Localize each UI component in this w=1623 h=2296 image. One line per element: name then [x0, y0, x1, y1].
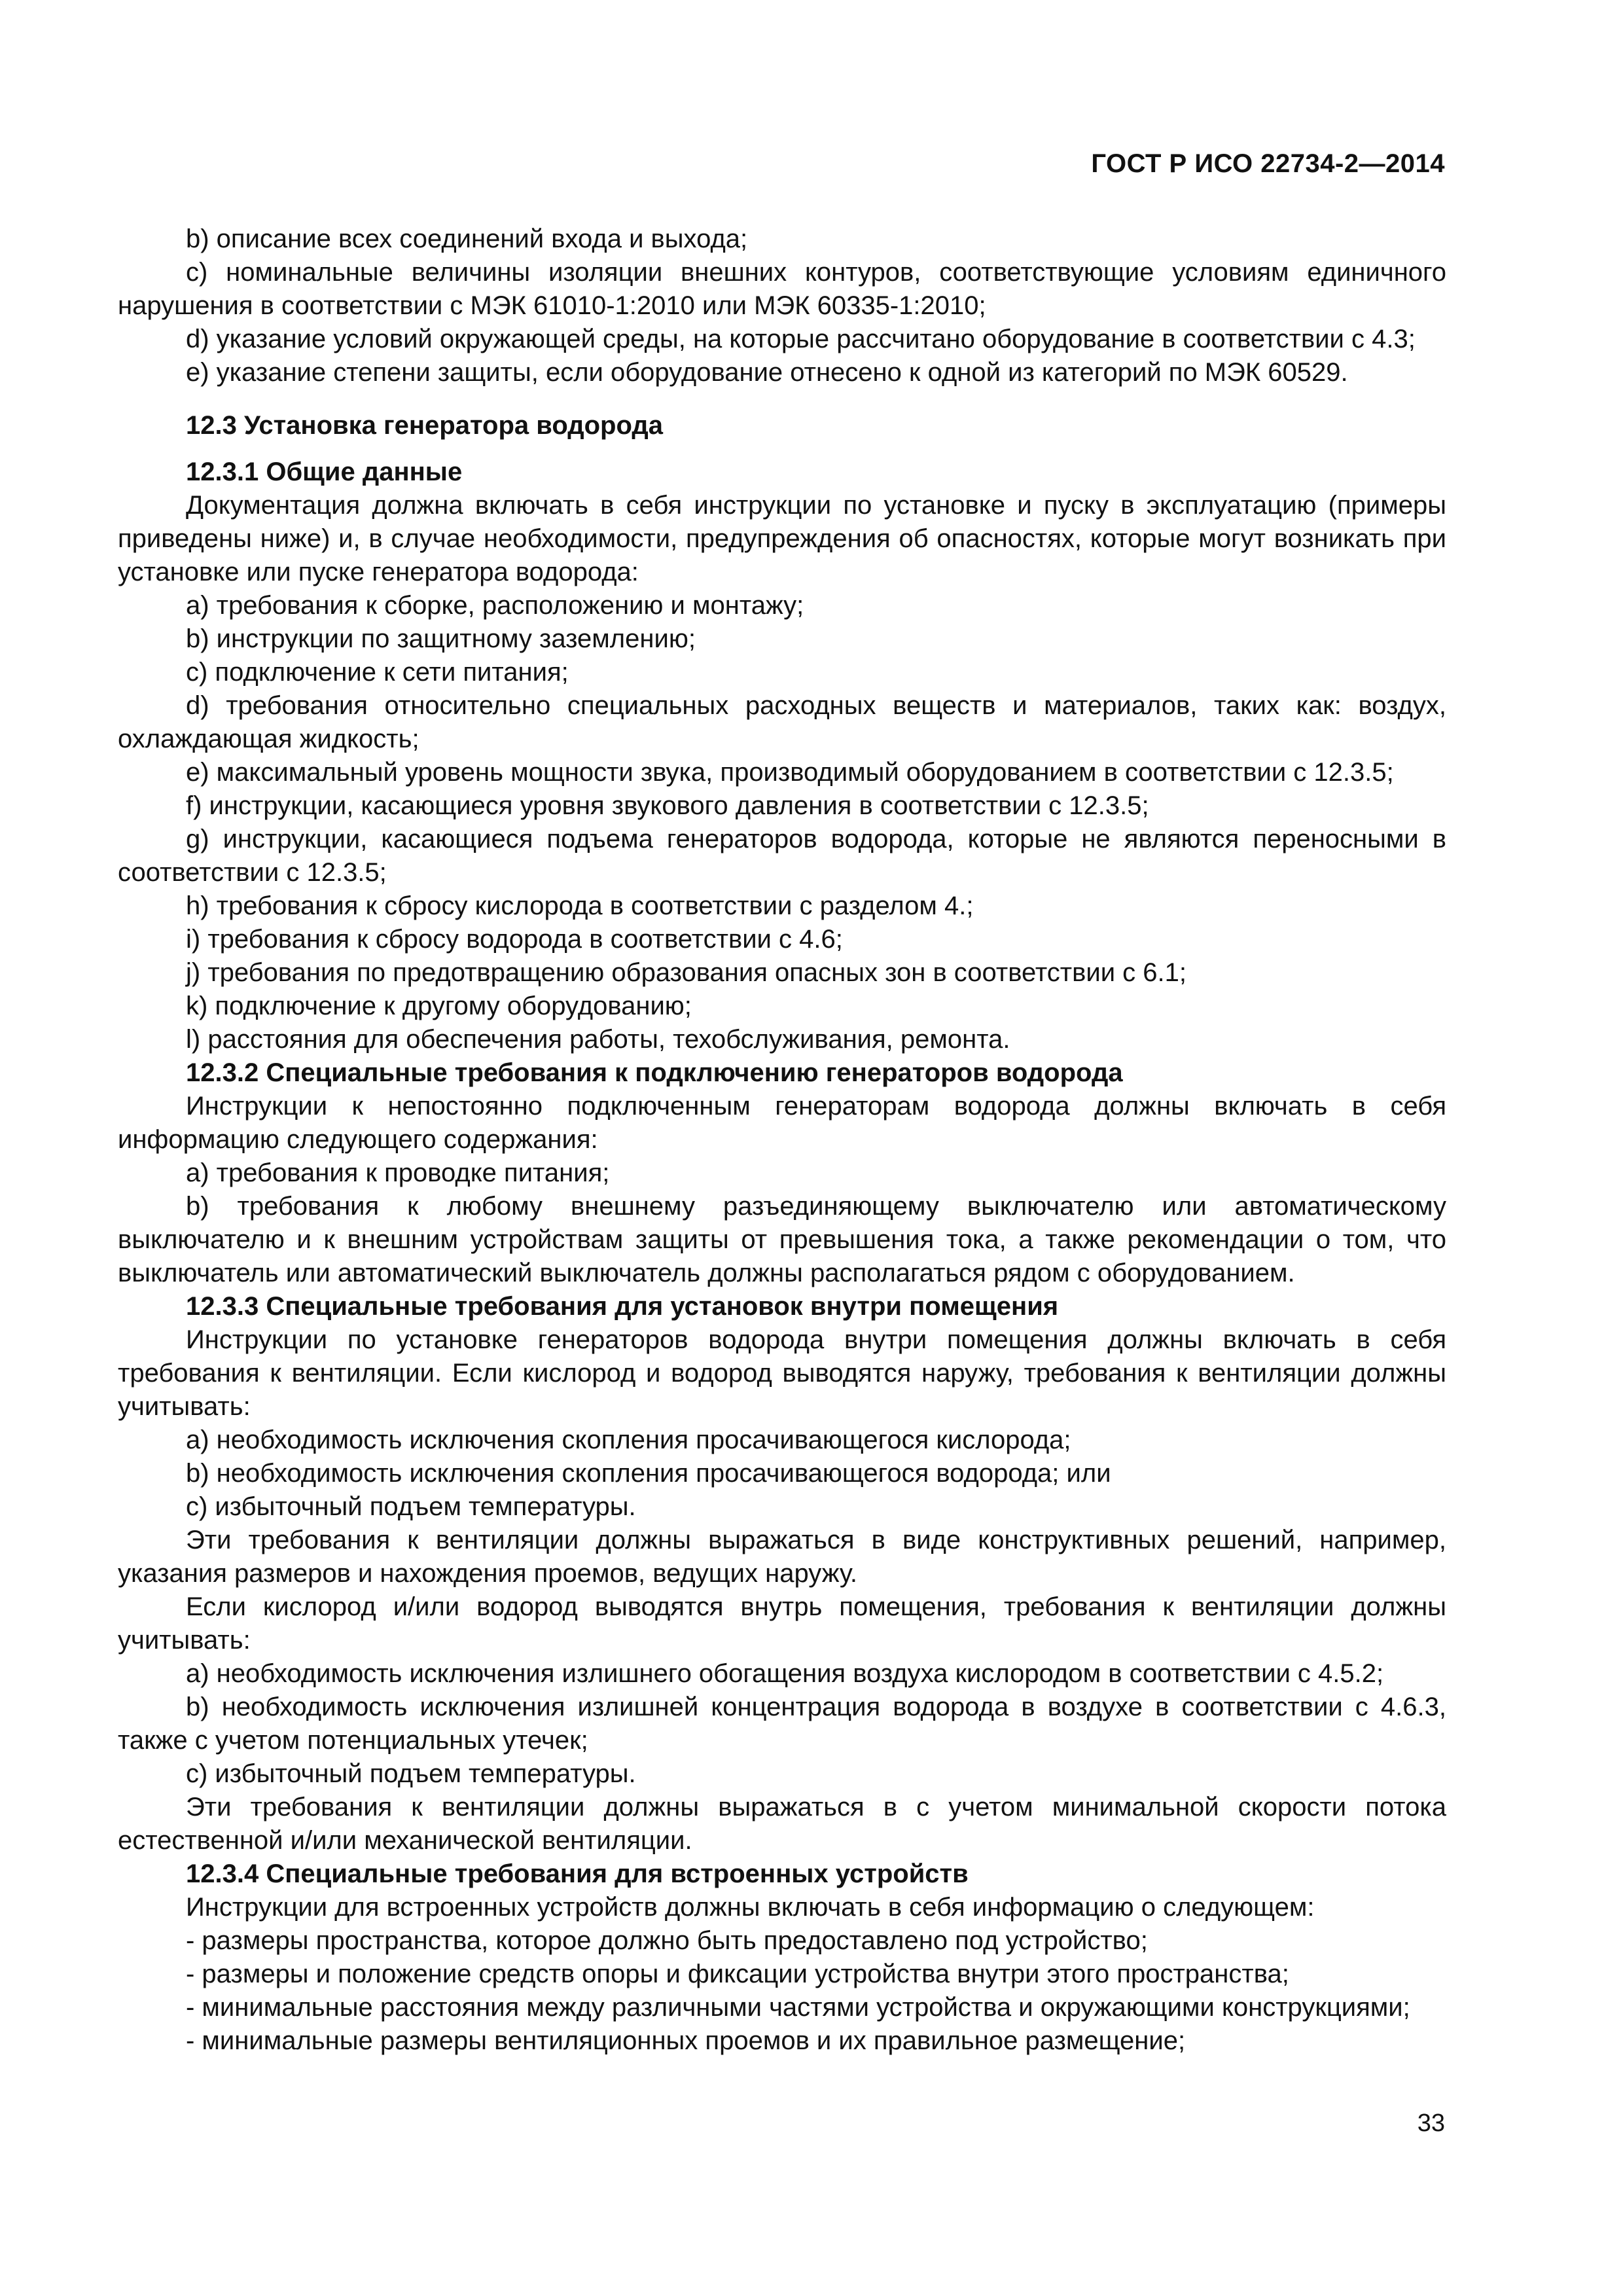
dash-item: - размеры и положение средств опоры и фиксации устройства внутри этого пространства; [186, 1960, 1289, 1988]
list-item: b) необходимость исключения излишней концентрация водорода в воздухе в соответствии с 4.6.3, также с учетом потенциальных утечек; [118, 1693, 1446, 1755]
subsection-heading: 12.3.2 Специальные требования к подключению генераторов водорода [186, 1058, 1123, 1087]
list-item: c) номинальные величины изоляции внешних контуров, соответствующие условиям единичного нарушения в соответствии с МЭК 61010-1:2010 или МЭК 60335-1:2010; [118, 258, 1446, 320]
paragraph: Инструкции для встроенных устройств должны включать в себя информацию о следующем: [186, 1893, 1315, 1922]
list-item: b) инструкции по защитному заземлению; [186, 624, 696, 653]
list-item: i) требования к сбросу водорода в соответствии с 4.6; [186, 925, 843, 954]
document-body [118, 223, 1446, 2058]
list-item: g) инструкции, касающиеся подъема генераторов водорода, которые не являются переносными в соответствии с 12.3.5; [118, 825, 1446, 887]
list-item: l) расстояния для обеспечения работы, техобслуживания, ремонта. [186, 1025, 1010, 1054]
list-item: j) требования по предотвращению образования опасных зон в соответствии с 6.1; [186, 958, 1186, 987]
list-item: c) избыточный подъем температуры. [186, 1759, 636, 1788]
list-item: c) избыточный подъем температуры. [186, 1492, 636, 1521]
list-item: c) подключение к сети питания; [186, 658, 569, 687]
list-item: f) инструкции, касающиеся уровня звукового давления в соответствии с 12.3.5; [186, 791, 1149, 820]
section-heading: 12.3 Установка генератора водорода [186, 411, 664, 440]
page-number: 33 [1417, 2109, 1445, 2137]
list-item: e) максимальный уровень мощности звука, производимый оборудованием в соответствии с 12.3.5; [186, 758, 1394, 787]
document-header: ГОСТ Р ИСО 22734-2—2014 [1091, 149, 1445, 178]
list-item: e) указание степени защиты, если оборудование отнесено к одной из категорий по МЭК 60529. [186, 358, 1348, 387]
paragraph: Эти требования к вентиляции должны выражаться в виде конструктивных решений, например, указания размеров и нахождения проемов, ведущих наружу. [118, 1526, 1446, 1588]
list-item: a) требования к сборке, расположению и монтажу; [186, 591, 804, 620]
list-item: b) описание всех соединений входа и выхода; [186, 224, 748, 253]
list-item: k) подключение к другому оборудованию; [186, 992, 692, 1020]
list-item: a) необходимость исключения излишнего обогащения воздуха кислородом в соответствии с 4.5.2; [186, 1659, 1384, 1688]
list-item: b) требования к любому внешнему разъединяющему выключателю или автоматическому выключателю и к внешним устройствам защиты от превышения тока, а также рекомендации о том, что выключатель или автоматический выключатель должны располагаться рядом с оборудованием. [118, 1192, 1446, 1287]
list-item: b) необходимость исключения скопления просачивающегося водорода; или [186, 1459, 1111, 1488]
list-item: a) необходимость исключения скопления просачивающегося кислорода; [186, 1426, 1071, 1454]
dash-item: - минимальные расстояния между различными частями устройства и окружающими конструкциями; [186, 1993, 1410, 2022]
paragraph: Если кислород и/или водород выводятся внутрь помещения, требования к вентиляции должны учитывать: [118, 1592, 1446, 1655]
subsection-heading: 12.3.3 Специальные требования для установок внутри помещения [186, 1292, 1059, 1321]
paragraph: Эти требования к вентиляции должны выражаться в с учетом минимальной скорости потока естественной и/или механической вентиляции. [118, 1793, 1446, 1855]
dash-item: - размеры пространства, которое должно быть предоставлено под устройство; [186, 1926, 1148, 1955]
subsection-heading: 12.3.4 Специальные требования для встроенных устройств [186, 1859, 969, 1888]
paragraph: Документация должна включать в себя инструкции по установке и пуску в эксплуатацию (примеры приведены ниже) и, в случае необходимости, предупреждения об опасностях, которые могут возникать при установке или пуске генератора водорода: [118, 491, 1446, 586]
paragraph: Инструкции к непостоянно подключенным генераторам водорода должны включать в себя информацию следующего содержания: [118, 1092, 1446, 1154]
list-item: a) требования к проводке питания; [186, 1158, 610, 1187]
dash-item: - минимальные размеры вентиляционных проемов и их правильное размещение; [186, 2026, 1186, 2055]
list-item: d) требования относительно специальных расходных веществ и материалов, таких как: воздух, охлаждающая жидкость; [118, 691, 1446, 753]
subsection-heading: 12.3.1 Общие данные [186, 457, 463, 486]
list-item: d) указание условий окружающей среды, на которые рассчитано оборудование в соответствии с 4.3; [186, 325, 1416, 353]
paragraph: Инструкции по установке генераторов водорода внутри помещения должны включать в себя требования к вентиляции. Если кислород и водород выводятся наружу, требования к вентиляции должны учитывать: [118, 1325, 1446, 1421]
list-item: h) требования к сбросу кислорода в соответствии с разделом 4.; [186, 891, 974, 920]
